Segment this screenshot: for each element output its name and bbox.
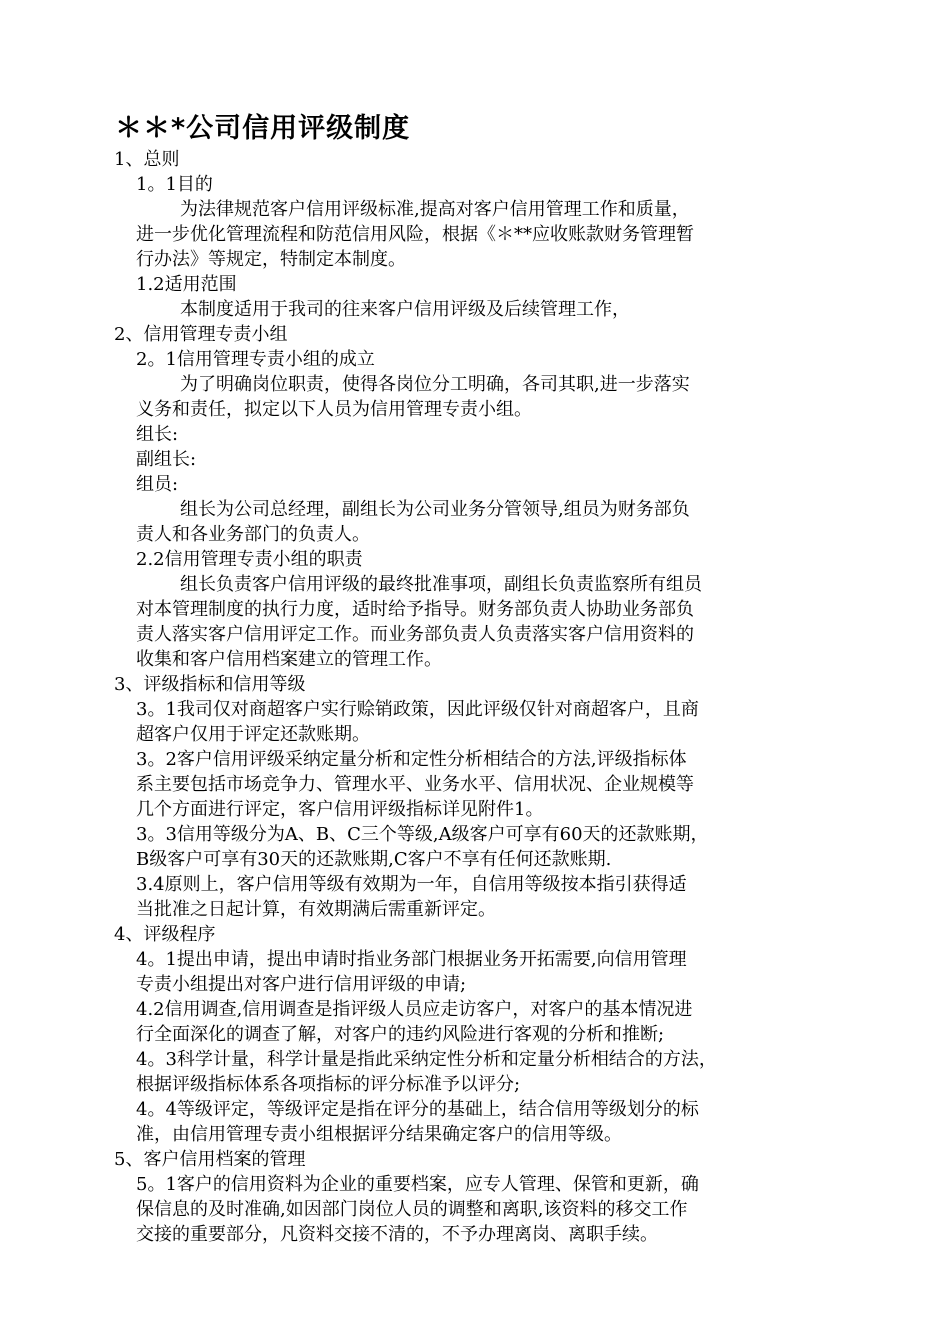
paragraph-line: 责人和各业务部门的负责人。: [136, 524, 370, 545]
subsection-line: 4。1提出申请，提出申请时指业务部门根据业务开拓需要,向信用管理: [136, 949, 687, 970]
subsection-line: 4.2信用调查,信用调查是指评级人员应走访客户，对客户的基本情况进: [136, 999, 693, 1020]
paragraph-line: 专责小组提出对客户进行信用评级的申请;: [136, 974, 467, 995]
section-heading: 4、评级程序: [114, 924, 216, 945]
paragraph-line: 交接的重要部分，凡资料交接不清的，不予办理离岗、离职手续。: [136, 1224, 658, 1245]
subsection-line: 2。1信用管理专责小组的成立: [136, 349, 375, 370]
paragraph-line: 组员:: [136, 474, 179, 495]
paragraph-line: 超客户仅用于评定还款账期。: [136, 724, 370, 745]
paragraph-first-line: 本制度适用于我司的往来客户信用评级及后续管理工作，: [180, 299, 630, 320]
paragraph-line: 收集和客户信用档案建立的管理工作。: [136, 649, 442, 670]
subsection-line: 1.2适用范围: [136, 274, 237, 295]
paragraph-line: 保信息的及时准确,如因部门岗位人员的调整和离职,该资料的移交工作: [136, 1199, 688, 1220]
paragraph-line: 几个方面进行评定，客户信用评级指标详见附件1。: [136, 799, 544, 820]
paragraph-first-line: 为了明确岗位职责，使得各岗位分工明确，各司其职,进一步落实: [180, 374, 690, 395]
paragraph-line: 副组长:: [136, 449, 197, 470]
subsection-line: 4。4等级评定，等级评定是指在评分的基础上，结合信用等级划分的标: [136, 1099, 699, 1120]
paragraph-line: 组长:: [136, 424, 179, 445]
subsection-line: 3。2客户信用评级采纳定量分析和定性分析相结合的方法,评级指标体: [136, 749, 687, 770]
paragraph-line: 系主要包括市场竞争力、管理水平、业务水平、信用状况、企业规模等: [136, 774, 694, 795]
paragraph-line: 行全面深化的调查了解，对客户的违约风险进行客观的分析和推断;: [136, 1024, 665, 1045]
paragraph-line: 进一步优化管理流程和防范信用风险，根据《＊**应收账款财务管理暂: [136, 224, 694, 245]
subsection-line: 3。1我司仅对商超客户实行赊销政策，因此评级仅针对商超客户，且商: [136, 699, 699, 720]
paragraph-line: 当批准之日起计算，有效期满后需重新评定。: [136, 899, 496, 920]
section-heading: 3、评级指标和信用等级: [114, 674, 306, 695]
paragraph-line: 准，由信用管理专责小组根据评分结果确定客户的信用等级。: [136, 1124, 622, 1145]
paragraph-line: 对本管理制度的执行力度，适时给予指导。财务部负责人协助业务部负: [136, 599, 694, 620]
subsection-line: 3.4原则上，客户信用等级有效期为一年，自信用等级按本指引获得适: [136, 874, 687, 895]
document-title: ＊＊*公司信用评级制度: [115, 113, 411, 144]
subsection-line: 4。3科学计量，科学计量是指此采纳定性分析和定量分析相结合的方法，: [136, 1049, 717, 1070]
paragraph-first-line: 为法律规范客户信用评级标准,提高对客户信用管理工作和质量，: [180, 199, 690, 220]
paragraph-line: 根据评级指标体系各项指标的评分标准予以评分;: [136, 1074, 521, 1095]
subsection-line: 2.2信用管理专责小组的职责: [136, 549, 363, 570]
paragraph-first-line: 组长为公司总经理，副组长为公司业务分管领导,组员为财务部负: [180, 499, 690, 520]
paragraph-first-line: 组长负责客户信用评级的最终批准事项，副组长负责监察所有组员: [180, 574, 702, 595]
paragraph-line: 行办法》等规定，特制定本制度。: [136, 249, 406, 270]
section-heading: 1、总则: [114, 149, 180, 170]
section-heading: 2、信用管理专责小组: [114, 324, 288, 345]
paragraph-line: B级客户可享有30天的还款账期,C客户不享有任何还款账期.: [136, 849, 612, 870]
paragraph-line: 义务和责任，拟定以下人员为信用管理专责小组。: [136, 399, 532, 420]
paragraph-line: 责人落实客户信用评定工作。而业务部负责人负责落实客户信用资料的: [136, 624, 694, 645]
subsection-line: 3。3信用等级分为A、B、C三个等级,A级客户可享有60天的还款账期，: [136, 824, 709, 845]
document-body: [0, 147, 950, 1247]
subsection-line: 5。1客户的信用资料为企业的重要档案，应专人管理、保管和更新，确: [136, 1174, 699, 1195]
section-heading: 5、客户信用档案的管理: [114, 1149, 306, 1170]
subsection-line: 1。1目的: [136, 174, 213, 195]
